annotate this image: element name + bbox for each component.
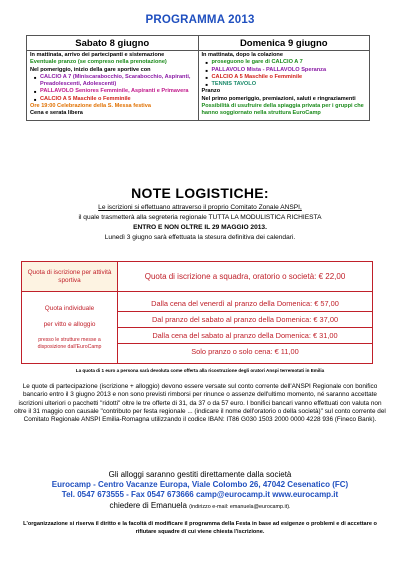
program-table: [26, 35, 370, 121]
saturday-mass: Ore 19:00 Celebrazione della S. Messa festiva: [30, 103, 151, 110]
notes-line2: il quale trasmetterà alla segreteria regionale TUTTA LA MODULISTICA RICHIESTA: [78, 214, 322, 221]
registration-label: Quota di iscrizione per attività sportiva: [22, 262, 118, 292]
lodging-contact-person: chiedere di Emanuela (indirizzo e-mail: emanuela@eurocamp.it).: [109, 501, 291, 510]
payment-paragraph: Le quote di partecipazione (iscrizione + alloggio) devono essere versate sul conto corrente dell'ANSPI Regionale con bonifico bancario entro il 3 giugno 2013 e non sono previsti rimborsi per rinunce o assenze dell'ultimo momento, né saranno accettate iscrizioni ulteriori o pacchetti "ridotti" oltre le tre offerte di 31, da 37 o da 57 euro. I bonifici bancari vanno effettuati con valuta non oltre il 31 maggio con causale "contributo per festa regionale ... (indicare il nome dell'oratorio o della società)" sul conto corrente del Comitato Regionale ANSPI Emilia-Romagna utilizzando il codice IBAN: IT86 G030 1503 2000 0000 4228 936 (Fineco Bank).: [14, 383, 386, 424]
saturday-dinner: Cena e serata libera: [30, 110, 83, 117]
lodging-block: [0, 469, 400, 513]
program-title: PROGRAMMA 2013: [145, 14, 255, 26]
lodging-line1: Gli alloggi saranno gestiti direttamente dalla società: [108, 470, 292, 479]
lodging-address: Eurocamp - Centro Vacanze Europa, Viale Colombo 26, 47042 Cesenatico (FC): [51, 480, 349, 489]
activity-calcio5: ■ CALCIO A 5 Maschile o Femminile: [34, 96, 195, 103]
saturday-activities: [34, 74, 195, 103]
saturday-afternoon: Nel pomeriggio, inizio della gare sportive con: [30, 66, 151, 73]
fee-row-4: Solo pranzo o solo cena: € 11,00: [118, 344, 373, 364]
sunday-lunch: Pranzo: [201, 88, 221, 95]
fee-row-2: Dal pranzo del sabato al pranzo della Domenica: € 37,00: [118, 312, 373, 328]
sunday-header: Domenica 9 giugno: [198, 36, 370, 51]
activity-calcio5-sunday: ■ CALCIO A 5 Maschile o Femminile: [206, 74, 367, 81]
activity-tennis: ■ TENNIS TAVOLO: [206, 81, 367, 88]
donation-footnote: La quota di 1 euro a persona sarà devoluta come offerta alla ricostruzione degli oratori Anspi terremotati in Emilia: [75, 368, 325, 373]
fee-row-1: Dalla cena del venerdì al pranzo della Domenica: € 57,00: [118, 292, 373, 312]
fees-table: [21, 261, 373, 364]
activity-calcio7: ■ CALCIO A 7 (Miniscarabocchio, Scarabocchio, Aspiranti, Preadolescenti, Adolescenti): [34, 74, 195, 89]
registration-value: Quota di iscrizione a squadra, oratorio o società: € 22,00: [118, 262, 373, 292]
saturday-column: [27, 51, 199, 121]
organizer-disclaimer: L'organizzazione si riserva il diritto e la facoltà di modificare il programma della Festa in base ad esigenze o problemi e di accettare o rifiutare squadre di cui viene chiesta l'iscrizione.: [23, 521, 377, 535]
notes-deadline: ENTRO E NON OLTRE IL 29 MAGGIO 2013.: [133, 224, 267, 231]
activity-pallavolo-mista: ■ PALLAVOLO Mista - PALLAVOLO Speranza: [206, 67, 367, 74]
sunday-column: [198, 51, 370, 121]
saturday-opening: Eventuale pranzo (se compreso nella prenotazione): [30, 59, 167, 66]
fee-row-3: Dalla cena del sabato al pranzo della Domenica: € 31,00: [118, 328, 373, 344]
saturday-arrival: In mattinata, arrivo dei partecipanti e sistemazione: [30, 52, 165, 58]
sunday-afternoon: Nel primo pomeriggio, premiazioni, saluti e ringraziamenti: [201, 95, 356, 102]
activity-calcio7-cont: ■ proseguono le gare di CALCIO A 7: [206, 59, 367, 66]
individual-label: Quota individuale per vitto e alloggio presso le strutture messe a disposizione dall'EuroCamp: [22, 292, 118, 364]
notes-title: NOTE LOGISTICHE:: [131, 185, 269, 201]
lodging-contacts: Tel. 0547 673555 - Fax 0547 673666 camp@eurocamp.it www.eurocamp.it: [61, 490, 339, 499]
saturday-header: Sabato 8 giugno: [27, 36, 199, 51]
sunday-morning: In mattinata, dopo la colazione: [201, 52, 283, 58]
notes-block: [20, 203, 380, 243]
sunday-activities: [206, 59, 367, 88]
notes-line4: Lunedì 3 giugno sarà effettuata la stesura definitiva dei calendari.: [104, 234, 296, 241]
sunday-beach: Possibilità di usufruire della spiaggia privata per i gruppi che hanno soggiornato nella struttura EuroCamp: [201, 103, 364, 117]
activity-pallavolo: ■ PALLAVOLO Seniores Femminile, Aspiranti e Primavera: [34, 88, 195, 95]
notes-line1: Le iscrizioni si effettuano attraverso il proprio Comitato Zonale ANSPI,: [98, 204, 302, 211]
